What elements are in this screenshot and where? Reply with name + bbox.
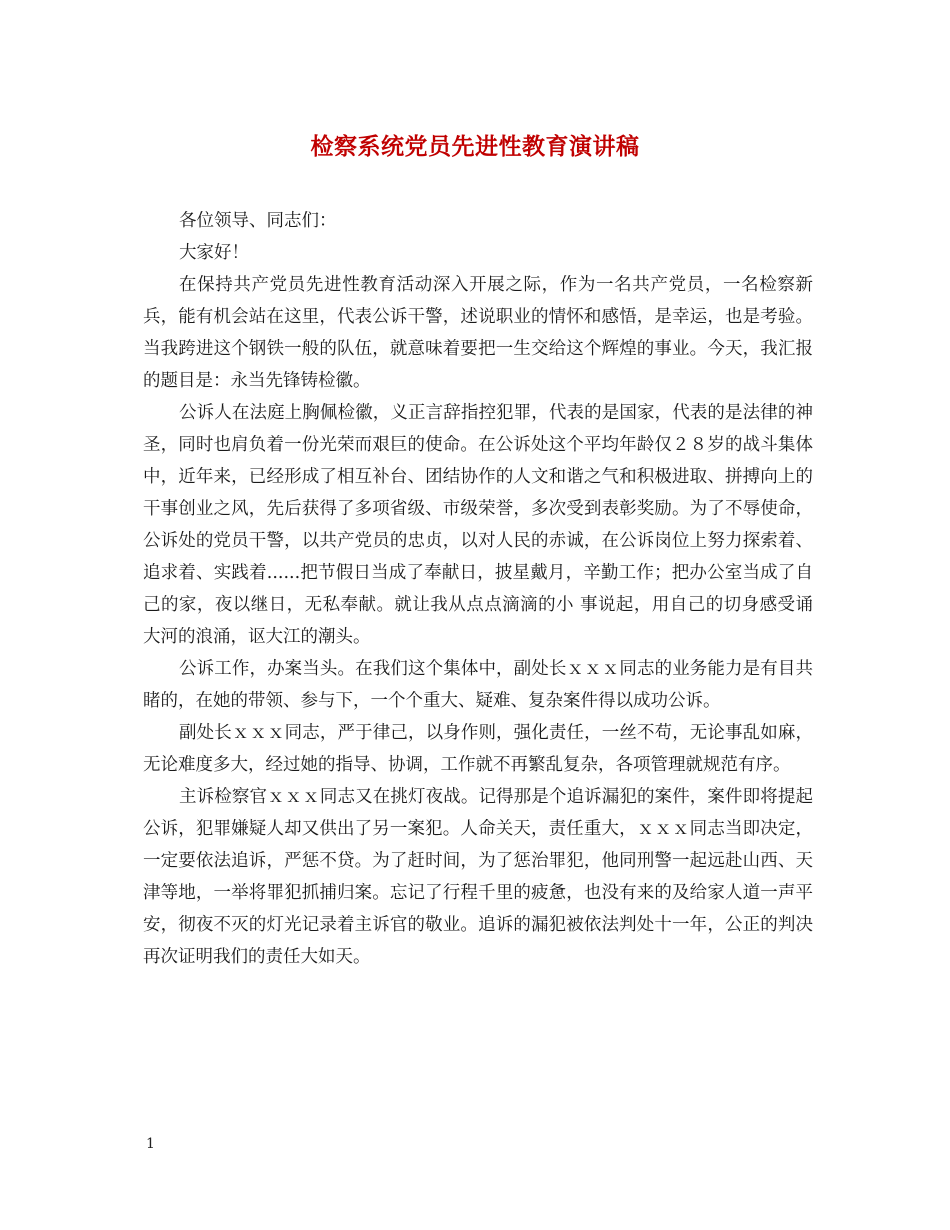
page-number: 1 (146, 1136, 155, 1152)
paragraph-case-handling: 公诉工作，办案当头。在我们这个集体中，副处长ｘｘｘ同志的业务能力是有目共睹的，在她的带领、参与下，一个个重大、疑难、复杂案件得以成功公诉。 (143, 659, 813, 711)
paragraph-deputy-director: 副处长ｘｘｘ同志，严于律己，以身作则，强化责任，一丝不苟，无论事乱如麻，无论难度多大，经过她的指导、协调，工作就不再繁乱复杂，各项管理就规范有序。 (143, 723, 813, 775)
greeting: 大家好！ (179, 243, 249, 263)
paragraph-chief-prosecutor: 主诉检察官ｘｘｘ同志又在挑灯夜战。记得那是个追诉漏犯的案件，案件即将提起公诉，犯罪嫌疑人却又供出了另一案犯。人命关天，责任重大，ｘｘｘ同志当即决定，一定要依法追诉，严惩不贷。为了赶时间，为了惩治罪犯，他同刑警一起远赴山西、天津等地，一举将罪犯抓捕归案。忘记了行程千里的疲惫，也没有来的及给家人道一声平安，彻夜不灭的灯光记录着主诉官的敬业。追诉的漏犯被依法判处十一年，公正的判决再次证明我们的责任大如天。 (143, 787, 813, 967)
document-body (143, 205, 813, 973)
paragraph-intro: 在保持共产党员先进性教育活动深入开展之际，作为一名共产党员，一名检察新兵，能有机会站在这里，代表公诉干警，述说职业的情怀和感悟，是幸运，也是考验。当我跨进这个钢铁一般的队伍，就意味着要把一生交给这个辉煌的事业。今天，我汇报的题目是：永当先锋铸检徽。 (143, 275, 813, 391)
paragraph-public-prosecution: 公诉人在法庭上胸佩检徽，义正言辞指控犯罪，代表的是国家，代表的是法律的神圣，同时也肩负着一份光荣而艰巨的使命。在公诉处这个平均年龄仅２８岁的战斗集体中，近年来，已经形成了相互补台、团结协作的人文和谐之气和积极进取、拼搏向上的干事创业之风，先后获得了多项省级、市级荣誉，多次受到表彰奖励。为了不辱使命，公诉处的党员干警，以共产党员的忠贞，以对人民的赤诚，在公诉岗位上努力探索着、追求着、实践着......把节假日当成了奉献日，披星戴月，辛勤工作；把办公室当成了自己的家，夜以继日，无私奉献。就让我从点点滴滴的小 事说起，用自己的切身感受诵大河的浪涌，讴大江的潮头。 (143, 403, 813, 647)
document-title: 检察系统党员先进性教育演讲稿 (310, 133, 640, 160)
salutation: 各位领导、同志们： (179, 211, 337, 231)
